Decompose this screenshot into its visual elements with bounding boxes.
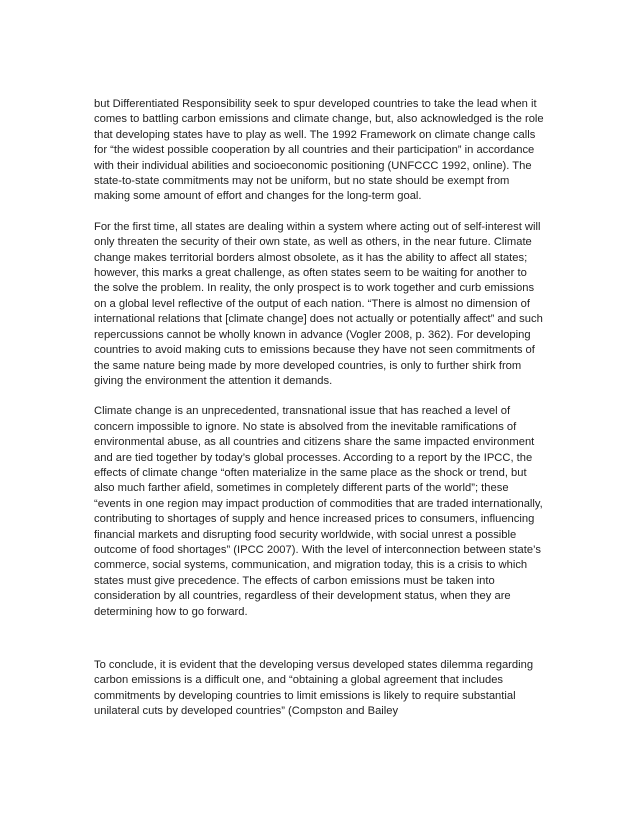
- paragraph-spacer: [94, 620, 544, 658]
- paragraph-spacer: [94, 389, 544, 404]
- paragraph-4: To conclude, it is evident that the developing versus developed states dilemma regarding carbon emissions is a difficult one, and “obtaining a global agreement that includes commitments by developing countries to limit emissions is likely to require substantial unilateral cuts by developed countries” (Compston and Bailey: [94, 659, 534, 718]
- document-body: [94, 97, 544, 720]
- paragraph-2: For the first time, all states are dealing within a system where acting out of self-interest will only threaten the security of their own state, as well as others, in the near future. Climate change makes territorial borders almost obsolete, as it has the ability to affect all states; however, this marks a great challenge, as often states seem to be waiting for another to the solve the problem. In reality, the only prospect is to work together and curb emissions on a global level reflective of the output of each nation. “There is almost no dimension of international relations that [climate change] does not actually or potentially affect” and such repercussions cannot be wholly known in advance (Vogler 2008, p. 362). For developing countries to avoid making cuts to emissions because they have not seen commitments of the same nature being made by more developed countries, is only to further shirk from giving the environment the attention it demands.: [94, 220, 543, 387]
- paragraph-1: but Differentiated Responsibility seek to spur developed countries to take the lead when it comes to battling carbon emissions and climate change, but, also acknowledged is the role that developing states have to play as well. The 1992 Framework on climate change calls for “the widest possible cooperation by all countries and their participation” in accordance with their individual abilities and socioeconomic positioning (UNFCCC 1992, online). The state-to-state commitments may not be uniform, but no state should be exempt from making some amount of effort and changes for the long-term goal.: [94, 98, 544, 203]
- paragraph-3: Climate change is an unprecedented, transnational issue that has reached a level of concern impossible to ignore. No state is absolved from the inevitable ramifications of environmental abuse, as all countries and citizens share the same impacted environment and are tied together by today’s global processes. According to a report by the IPCC, the effects of climate change “often materialize in the same place as the shock or trend, but also much farther afield, sometimes in completely different parts of the world”; these “events in one region may impact production of commodities that are traded internationally, contributing to shortages of supply and hence increased prices to consumers, influencing financial markets and disrupting food security worldwide, with social unrest a possible outcome of food shortages” (IPCC 2007). With the level of interconnection between state’s commerce, social systems, communication, and migration today, this is a crisis to which states must give precedence. The effects of carbon emissions must be taken into consideration by all countries, regardless of their development status, when they are determining how to go forward.: [94, 405, 543, 618]
- paragraph-spacer: [94, 205, 544, 220]
